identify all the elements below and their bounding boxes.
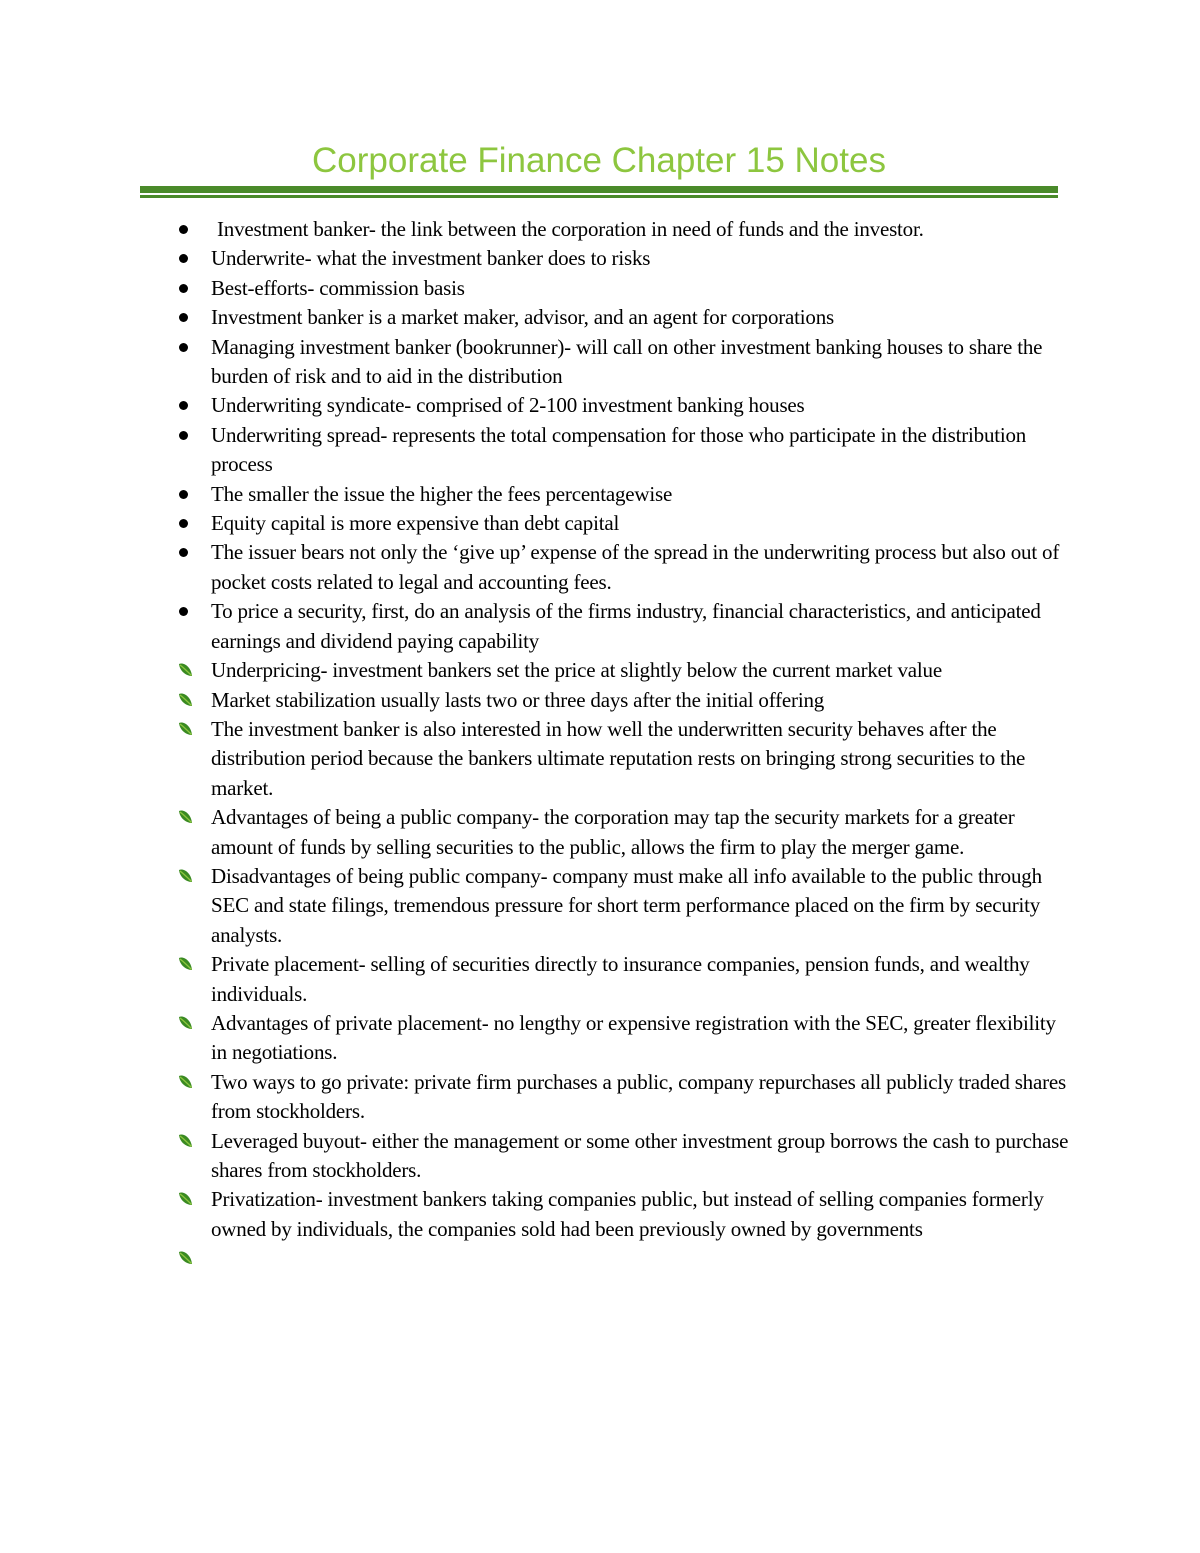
list-item (170, 597, 1070, 656)
list-item-text: Two ways to go private: private firm purchases a public, company repurchases all publicly traded shares from stockholders. (211, 1069, 1066, 1124)
dot-icon (176, 509, 196, 538)
list-item (170, 421, 1070, 480)
list-item-text: Investment banker is a market maker, advisor, and an agent for corporations (211, 305, 835, 330)
dot-icon (176, 244, 196, 273)
list-item-text: Managing investment banker (bookrunner)- will call on other investment banking houses to share the burden of risk and to aid in the distribution (211, 334, 1043, 389)
leaf-icon (176, 862, 196, 891)
leaf-icon (176, 686, 196, 715)
list-item-text: To price a security, first, do an analysis of the firms industry, financial characteristics, and anticipated earnings and dividend paying capability (211, 599, 1041, 653)
list-item-text: Privatization- investment bankers taking companies public, but instead of selling companies formerly owned by individuals, the companies sold had been previously owned by governments (211, 1187, 1044, 1241)
list-item (170, 656, 1070, 685)
list-item-text: The smaller the issue the higher the fees percentagewise (211, 481, 673, 506)
list-item (170, 950, 1070, 1009)
list-item (170, 480, 1070, 509)
list-item-text: Underpricing- investment bankers set the price at slightly below the current market value (211, 658, 942, 683)
title-underline-thick (140, 186, 1058, 193)
list-item-text: The issuer bears not only the ‘give up’ expense of the spread in the underwriting process but also out of pocket costs related to legal and accounting fees. (211, 540, 1060, 594)
list-item (170, 862, 1070, 950)
list-item (170, 244, 1070, 273)
list-item (170, 715, 1070, 803)
dot-icon (176, 597, 196, 626)
list-item (170, 303, 1070, 332)
list-item-text: The investment banker is also interested in how well the underwritten security behaves after the distribution period because the bankers ultimate reputation rests on bringing strong securities to the market. (211, 716, 1026, 800)
dot-icon (176, 303, 196, 332)
list-item-text: Best-efforts- commission basis (211, 275, 465, 300)
list-item-text: Disadvantages of being public company- company must make all info available to the public through SEC and state filings, tremendous pressure for short term performance placed on the firm by security analysts. (211, 863, 1042, 947)
list-item (170, 1185, 1070, 1244)
list-item (170, 686, 1070, 715)
title-underline-thin (140, 195, 1058, 198)
leaf-icon (176, 715, 196, 744)
leaf-icon (176, 1244, 196, 1273)
leaf-icon (176, 1127, 196, 1156)
list-item-text: Advantages of private placement- no lengthy or expensive registration with the SEC, greater flexibility in negotiations. (211, 1010, 1056, 1065)
list-item-text: Equity capital is more expensive than debt capital (211, 511, 620, 536)
leaf-icon (176, 950, 196, 979)
list-item (170, 1009, 1070, 1068)
leaf-icon (176, 1185, 196, 1214)
list-item (170, 215, 1070, 244)
leaf-icon (176, 1068, 196, 1097)
list-item-text: Underwriting syndicate- comprised of 2-100 investment banking houses (211, 393, 805, 418)
list-item (170, 333, 1070, 392)
list-item-text: Advantages of being a public company- the corporation may tap the security markets for a greater amount of funds by selling securities to the public, allows the firm to play the merger game. (211, 805, 1015, 859)
dot-icon (176, 274, 196, 303)
list-item-text: Private placement- selling of securities directly to insurance companies, pension funds, and wealthy individuals. (211, 952, 1030, 1006)
dot-icon (176, 480, 196, 509)
dot-icon (176, 538, 196, 567)
list-item (170, 1127, 1070, 1186)
dot-icon (176, 391, 196, 420)
list-item (170, 509, 1070, 538)
leaf-icon (176, 803, 196, 832)
dot-icon (176, 333, 196, 362)
list-item (170, 538, 1070, 597)
list-item-text: Underwrite- what the investment banker does to risks (211, 246, 651, 271)
page-title: Corporate Finance Chapter 15 Notes (312, 141, 886, 180)
list-item (170, 274, 1070, 303)
list-item-text: Market stabilization usually lasts two or three days after the initial offering (211, 687, 825, 712)
dot-icon (176, 215, 196, 244)
list-item-text: Underwriting spread- represents the total compensation for those who participate in the distribution process (211, 422, 1027, 477)
list-item (170, 391, 1070, 420)
dot-icon (176, 421, 196, 450)
leaf-icon (176, 656, 196, 685)
notes-bullet-list (170, 215, 1070, 1244)
list-item-text: Investment banker- the link between the corporation in need of funds and the investor. (217, 217, 924, 241)
list-item (170, 803, 1070, 862)
list-item-text: Leveraged buyout- either the management or some other investment group borrows the cash to purchase shares from stockholders. (211, 1128, 1069, 1182)
list-item (170, 1068, 1070, 1127)
leaf-icon (176, 1009, 196, 1038)
